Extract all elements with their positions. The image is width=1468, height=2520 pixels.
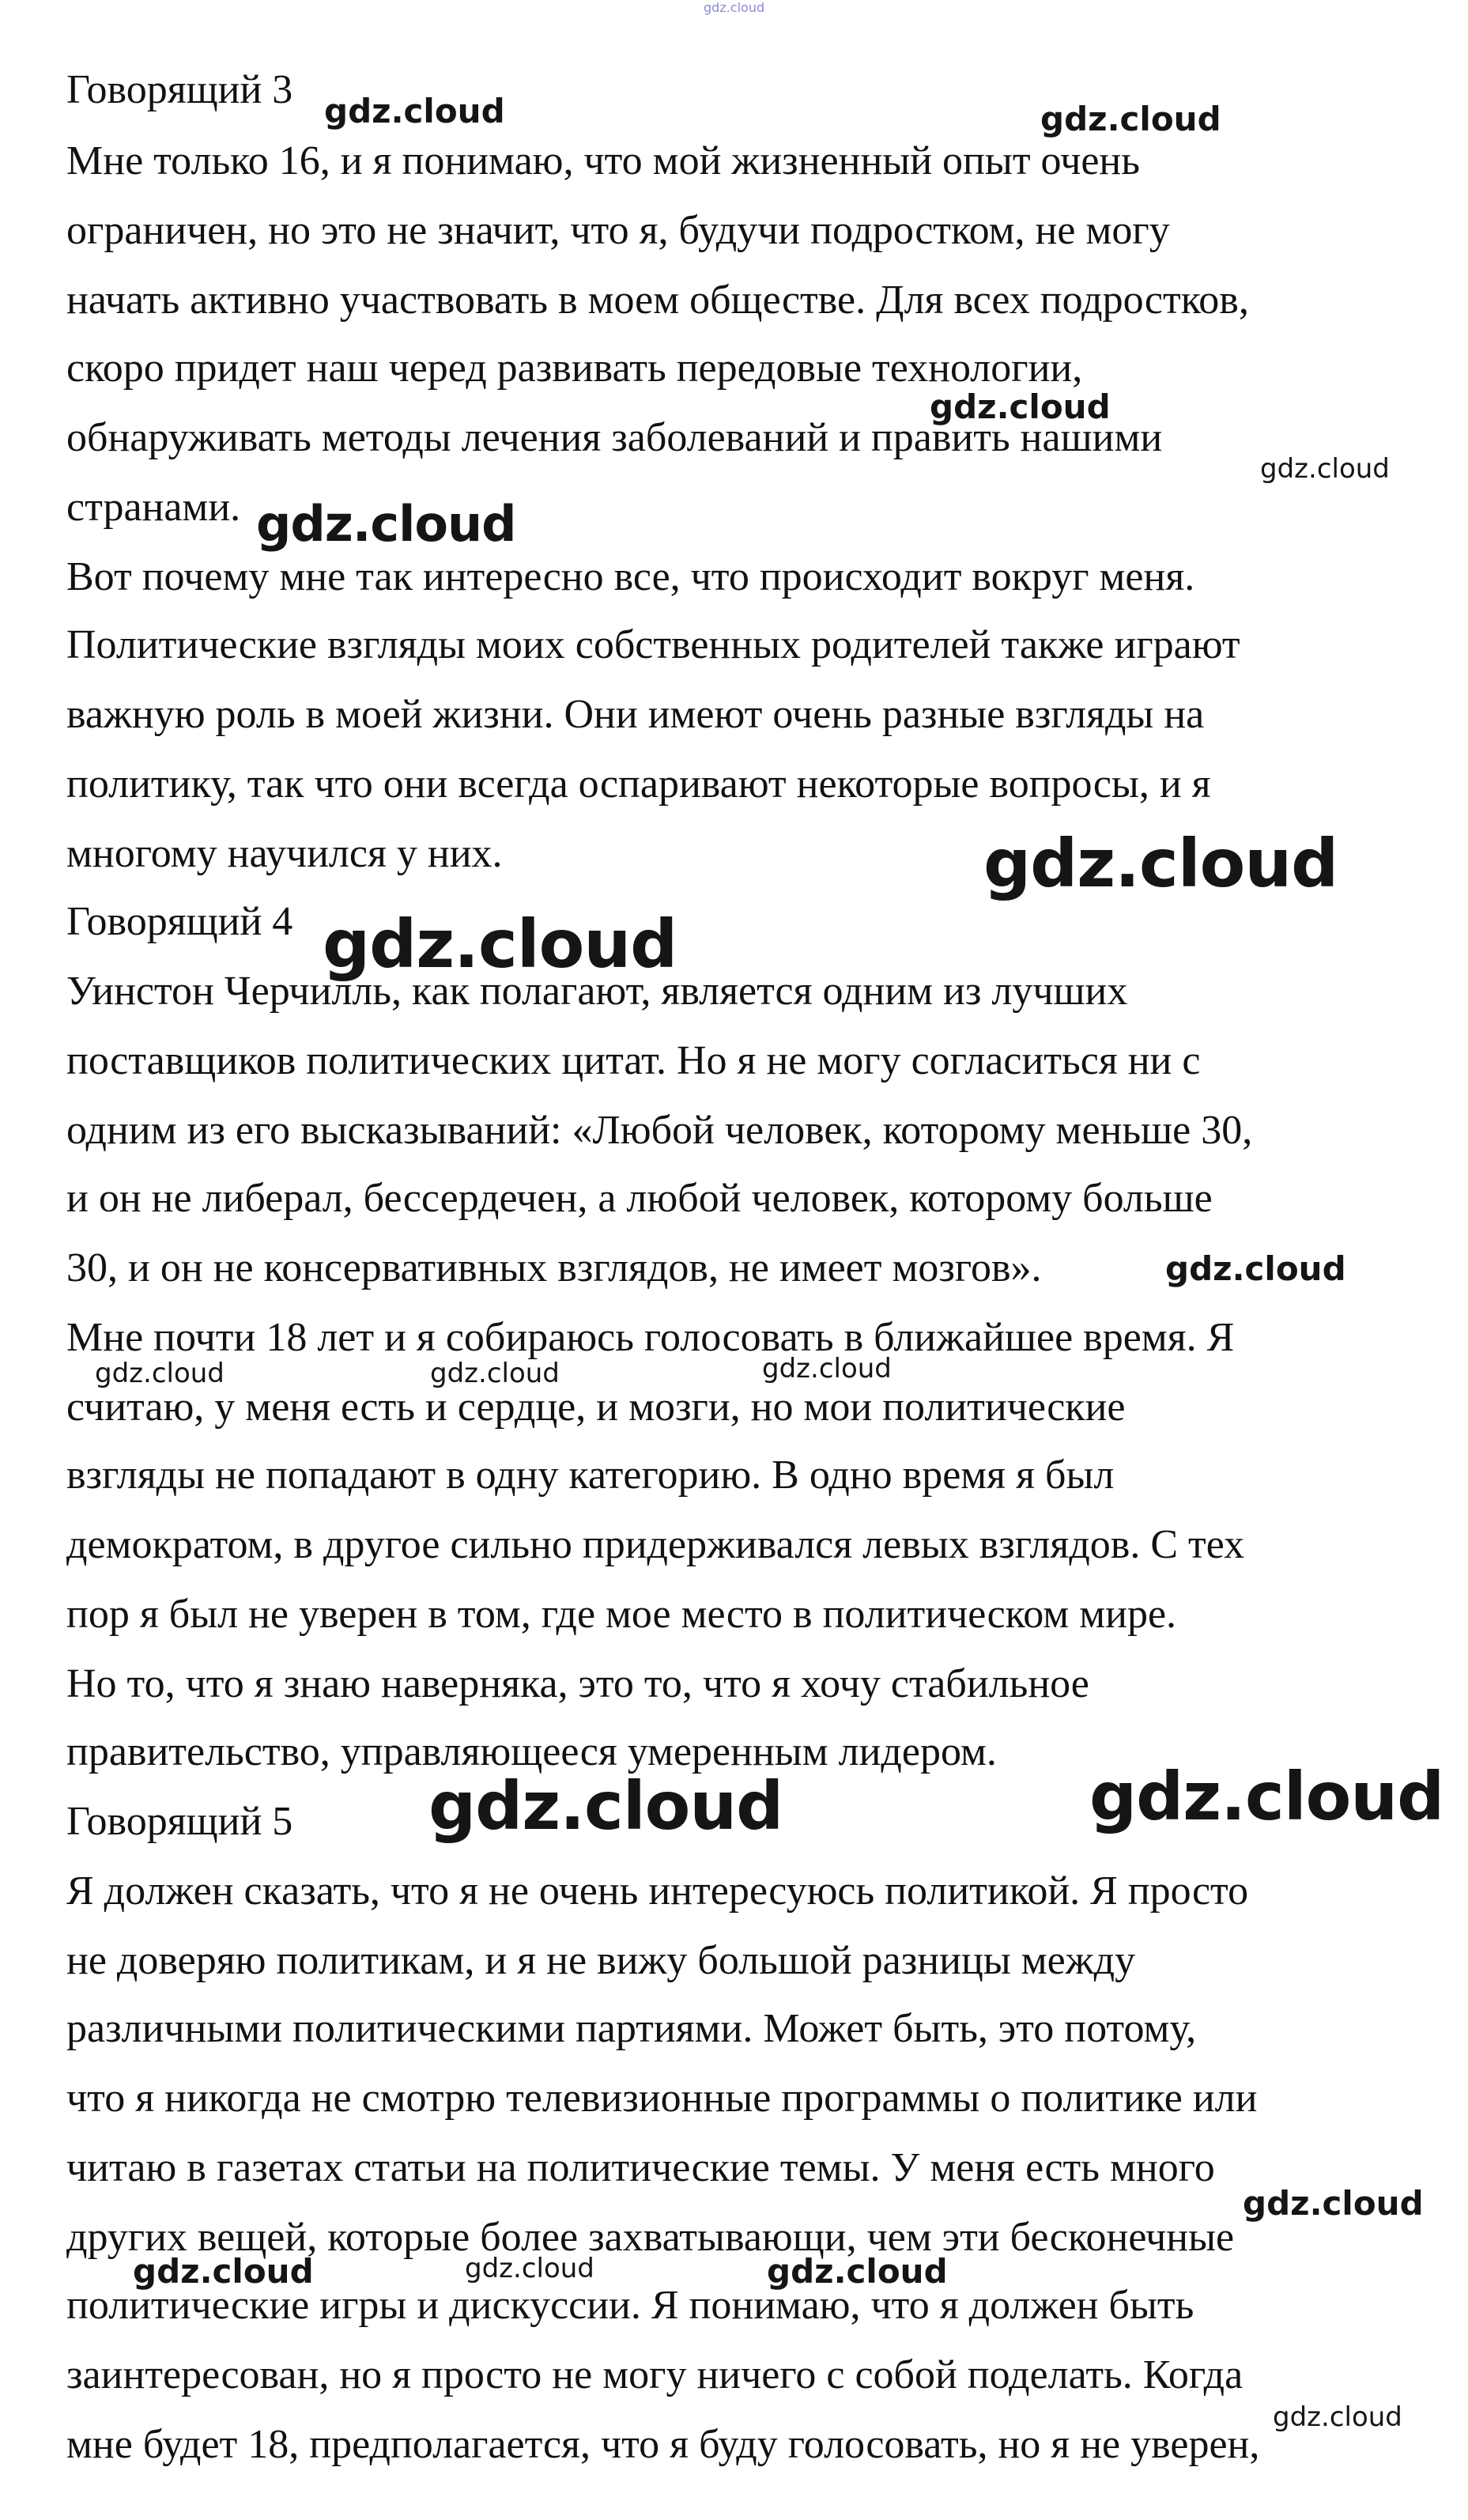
text-line: политические игры и дискуссии. Я понимаю, что я должен быть — [66, 2283, 1194, 2328]
watermark: gdz.cloud — [324, 92, 505, 130]
text-line: Мне только 16, и я понимаю, что мой жизненный опыт очень — [66, 138, 1140, 183]
watermark: gdz.cloud — [1273, 2401, 1402, 2433]
text-line: взгляды не попадают в одну категорию. В одно время я был — [66, 1453, 1115, 1498]
watermark: gdz.cloud — [767, 2252, 948, 2291]
watermark: gdz.cloud — [256, 495, 516, 553]
text-line: многому научился у них. — [66, 831, 503, 876]
text-line: пор я был не уверен в том, где мое место в политическом мире. — [66, 1592, 1177, 1637]
watermark: gdz.cloud — [1243, 2184, 1424, 2223]
text-line: политику, так что они всегда оспаривают некоторые вопросы, и я — [66, 761, 1211, 807]
watermark: gdz.cloud — [1165, 1249, 1346, 1288]
text-line: что я никогда не смотрю телевизионные программы о политике или — [66, 2076, 1258, 2121]
watermark: gdz.cloud — [704, 0, 765, 15]
text-line: поставщиков политических цитат. Но я не могу согласиться ни с — [66, 1038, 1201, 1083]
text-line: мне будет 18, предполагается, что я буду голосовать, но я не уверен, — [66, 2422, 1260, 2467]
text-line: не доверяю политикам, и я не вижу большой разницы между — [66, 1938, 1136, 1983]
text-line: одним из его высказываний: «Любой человек, которому меньше 30, — [66, 1108, 1253, 1153]
text-line: заинтересован, но я просто не могу ничего с собой поделать. Когда — [66, 2352, 1243, 2397]
watermark: gdz.cloud — [1040, 100, 1221, 138]
text-line: читаю в газетах статьи на политические темы. У меня есть много — [66, 2145, 1215, 2190]
speaker-3-heading: Говорящий 3 — [66, 67, 293, 112]
text-line: других вещей, которые более захватывающи, чем эти бесконечные — [66, 2215, 1235, 2260]
watermark: gdz.cloud — [1089, 1758, 1444, 1835]
text-line: Уинстон Черчилль, как полагают, является одним из лучших — [66, 969, 1128, 1014]
watermark: gdz.cloud — [1260, 453, 1390, 485]
text-line: ограничен, но это не значит, что я, будучи подростком, не могу — [66, 208, 1170, 253]
text-line: странами. — [66, 485, 241, 530]
text-line: 30, и он не консервативных взглядов, не имеет мозгов». — [66, 1245, 1042, 1290]
watermark: gdz.cloud — [430, 1358, 560, 1389]
text-line: считаю, у меня есть и сердце, и мозги, но мои политические — [66, 1385, 1126, 1430]
text-line: и он не либерал, бессердечен, а любой человек, которому больше — [66, 1176, 1213, 1221]
watermark: gdz.cloud — [930, 387, 1111, 426]
watermark: gdz.cloud — [428, 1767, 783, 1845]
watermark: gdz.cloud — [762, 1353, 892, 1385]
text-line: правительство, управляющееся умеренным лидером. — [66, 1729, 997, 1774]
watermark: gdz.cloud — [983, 825, 1338, 902]
text-line: важную роль в моей жизни. Они имеют очень разные взгляды на — [66, 692, 1205, 737]
text-line: различными политическими партиями. Может быть, это потому, — [66, 2006, 1197, 2051]
text-line: Политические взгляды моих собственных родителей также играют — [66, 622, 1240, 667]
watermark: gdz.cloud — [465, 2253, 594, 2284]
text-line: начать активно участвовать в моем обществе. Для всех подростков, — [66, 278, 1249, 323]
text-line: Но то, что я знаю наверняка, это то, что я хочу стабильное — [66, 1661, 1089, 1706]
text-line: Вот почему мне так интересно все, что происходит вокруг меня. — [66, 554, 1195, 599]
watermark: gdz.cloud — [95, 1358, 225, 1389]
text-line: Я должен сказать, что я не очень интересуюсь политикой. Я просто — [66, 1868, 1249, 1914]
speaker-5-heading: Говорящий 5 — [66, 1799, 293, 1844]
text-line: демократом, в другое сильно придерживался левых взглядов. С тех — [66, 1522, 1245, 1567]
text-line: скоро придет наш черед развивать передовые технологии, — [66, 346, 1083, 391]
text-line: Мне почти 18 лет и я собираюсь голосовать в ближайшее время. Я — [66, 1315, 1235, 1360]
text-line: обнаруживать методы лечения заболеваний и править нашими — [66, 415, 1163, 460]
watermark: gdz.cloud — [323, 905, 677, 983]
watermark: gdz.cloud — [133, 2252, 314, 2291]
speaker-4-heading: Говорящий 4 — [66, 899, 293, 944]
